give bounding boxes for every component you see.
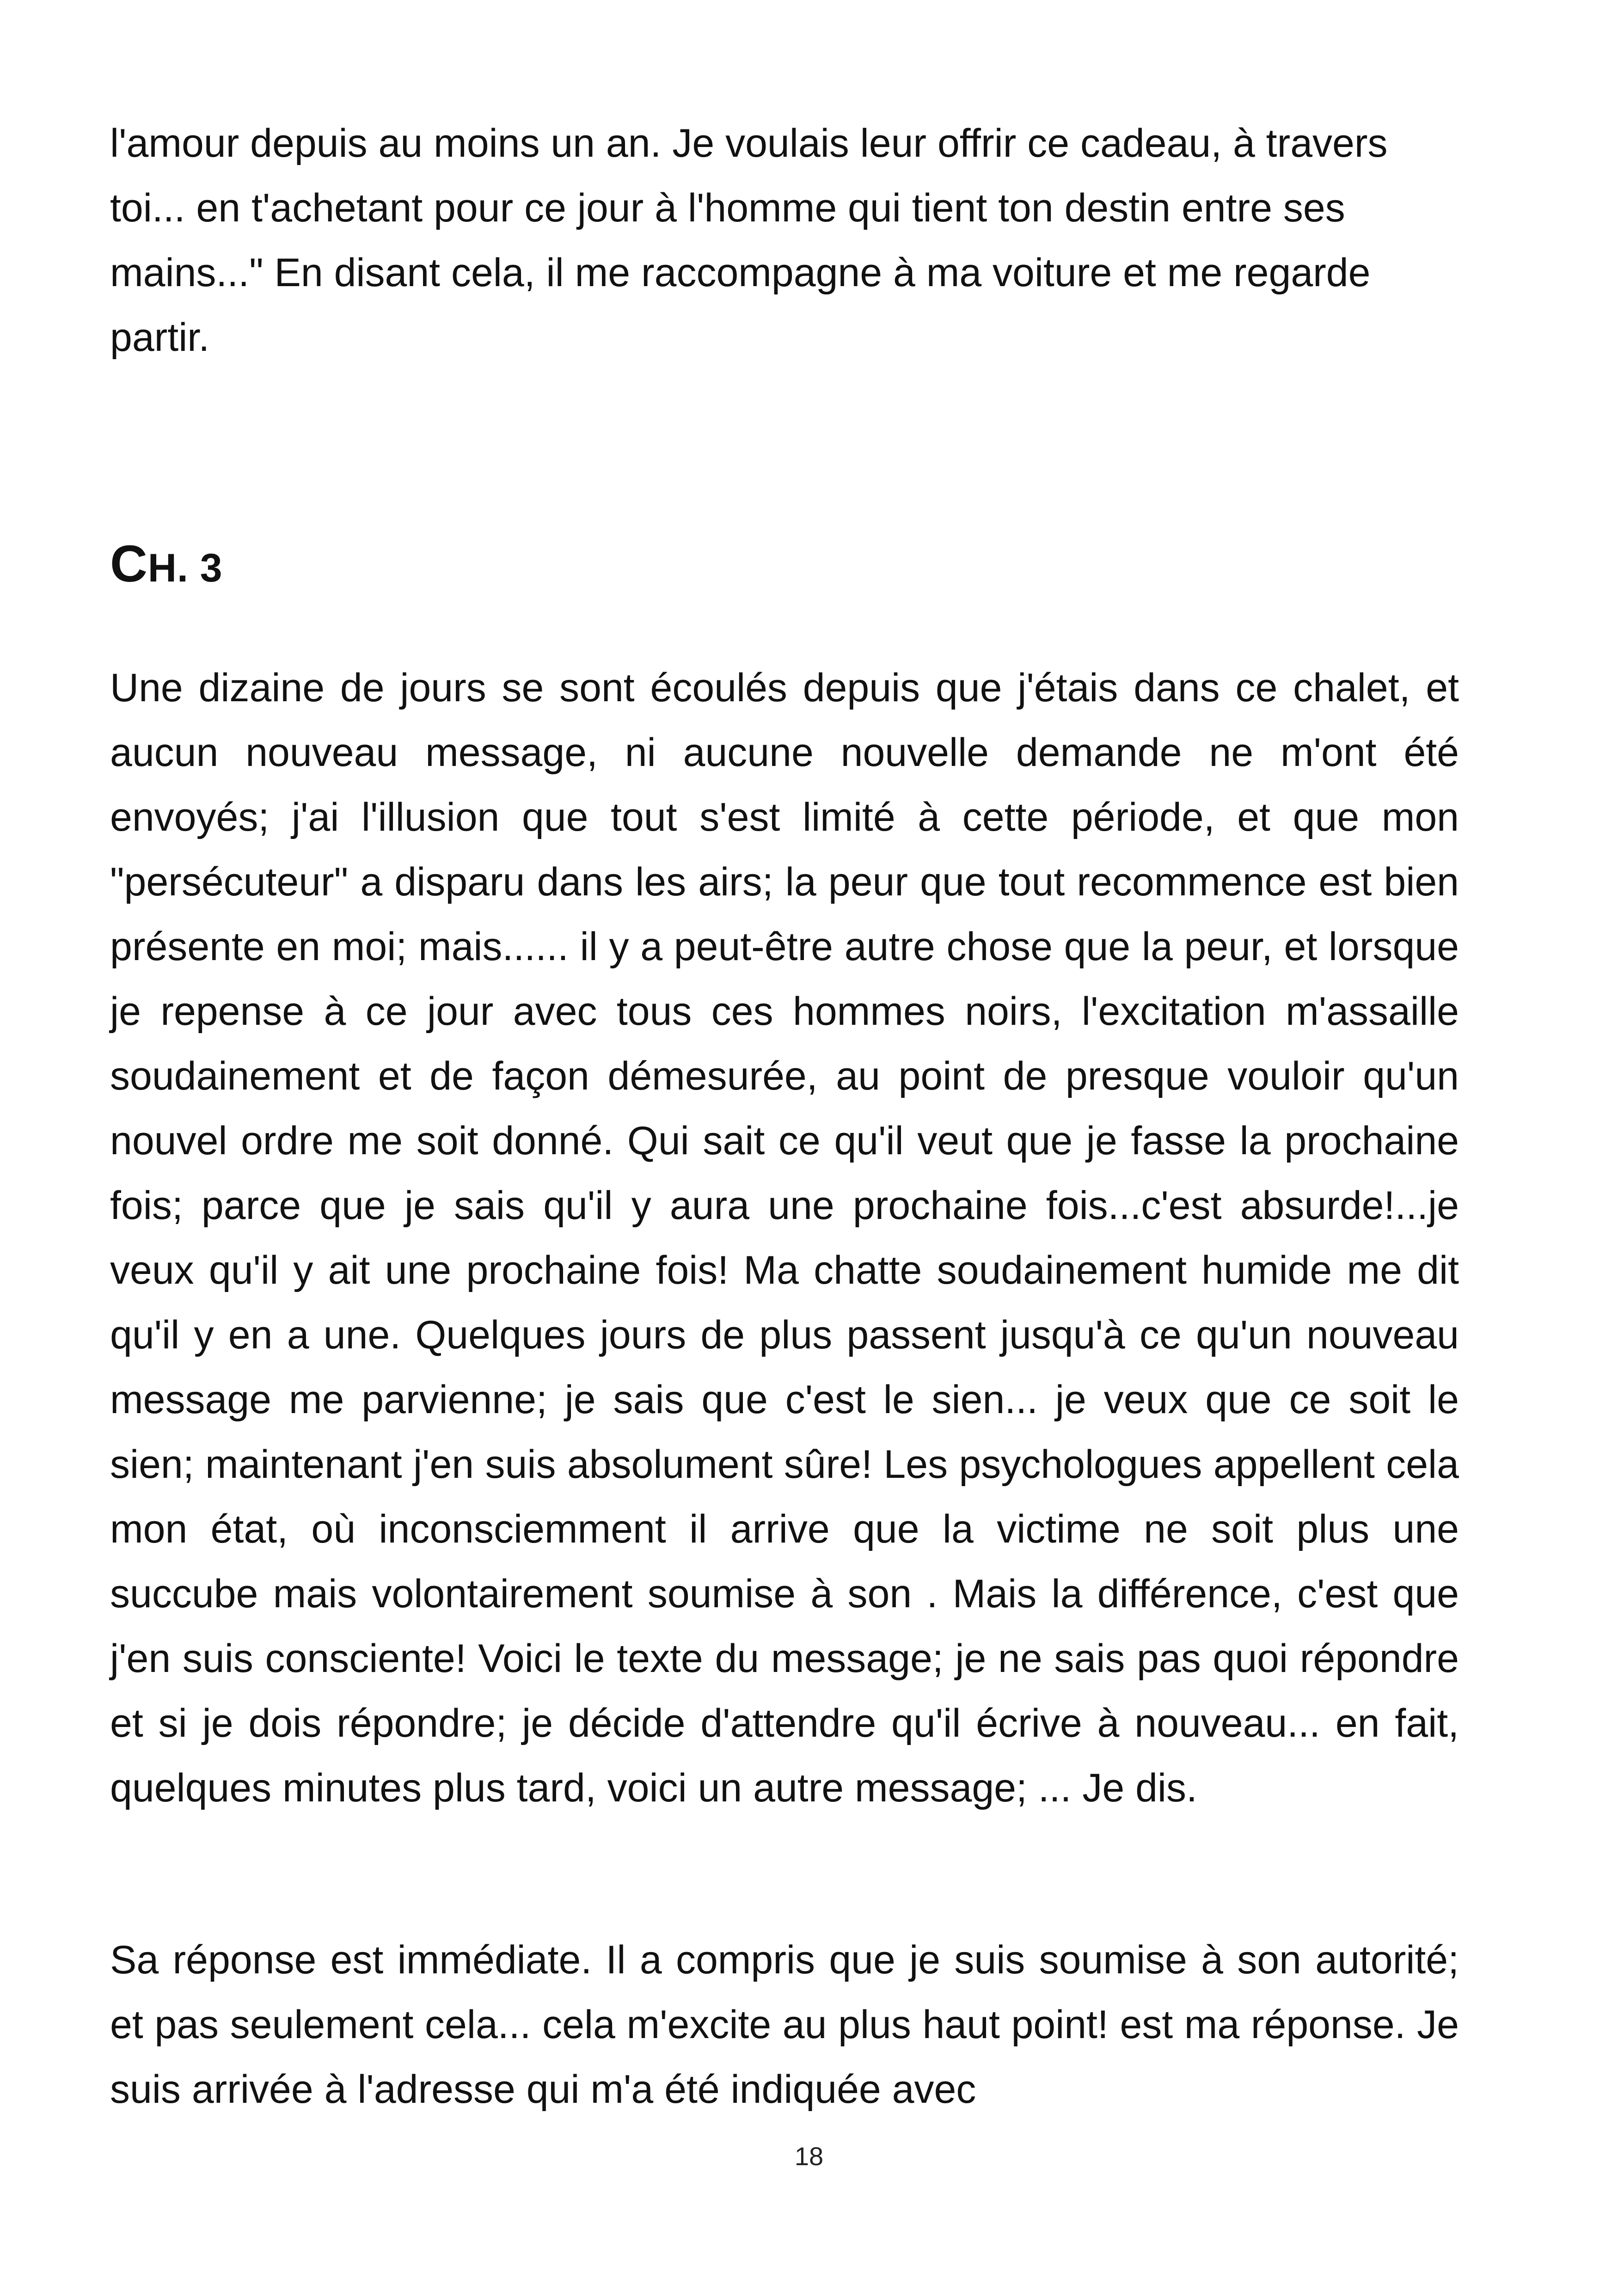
paragraph-reply: Sa réponse est immédiate. Il a compris que je suis soumise à son autorité; et pas seulement cela... cela m'excite au plus haut point! est ma réponse. Je suis arrivée à l'adresse qui m'a été indiquée avec <box>110 1938 1459 2112</box>
paragraph-continuation: l'amour depuis au moins un an. Je voulais leur offrir ce cadeau, à travers toi... en t'achetant pour ce jour à l'homme qui tient ton destin entre ses mains..." En disant cela, il me raccompagne à ma voiture et me regarde partir. <box>110 121 1388 360</box>
page-number: 18 <box>794 2142 824 2171</box>
chapter-heading-rest: H. 3 <box>147 546 223 590</box>
paragraph-chapter-3-opening: Une dizaine de jours se sont écoulés depuis que j'étais dans ce chalet, et aucun nouveau message, ni aucune nouvelle demande ne m'ont été envoyés; j'ai l'illusion que tout s'est limité à cette période, et que mon "persécuteur" a disparu dans les airs; la peur que tout recommence est bien présente en moi; mais...... il y a peut-être autre chose que la peur, et lorsque je repense à ce jour avec tous ces hommes noirs, l'excitation m'assaille soudainement et de façon démesurée, au point de presque vouloir qu'un nouvel ordre me soit donné. Qui sait ce qu'il veut que je fasse la prochaine fois; parce que je sais qu'il y aura une prochaine fois...c'est absurde!...je veux qu'il y ait une prochaine fois! Ma chatte soudainement humide me dit qu'il y en a une. Quelques jours de plus passent jusqu'à ce qu'un nouveau message me parvienne; je sais que c'est le sien... je veux que ce soit le sien; maintenant j'en suis absolument sûre! Les psychologues appellent cela mon état, où inconsciemment il arrive que la victime ne soit plus une succube mais volontairement soumise à son . Mais la différence, c'est que j'en suis consciente! Voici le texte du message; je ne sais pas quoi répondre et si je dois répondre; je décide d'attendre qu'il écrive à nouveau... en fait, quelques minutes plus tard, voici un autre message; ... Je dis. <box>110 666 1459 1810</box>
chapter-heading-initial: C <box>110 535 148 593</box>
chapter-heading <box>110 527 223 605</box>
